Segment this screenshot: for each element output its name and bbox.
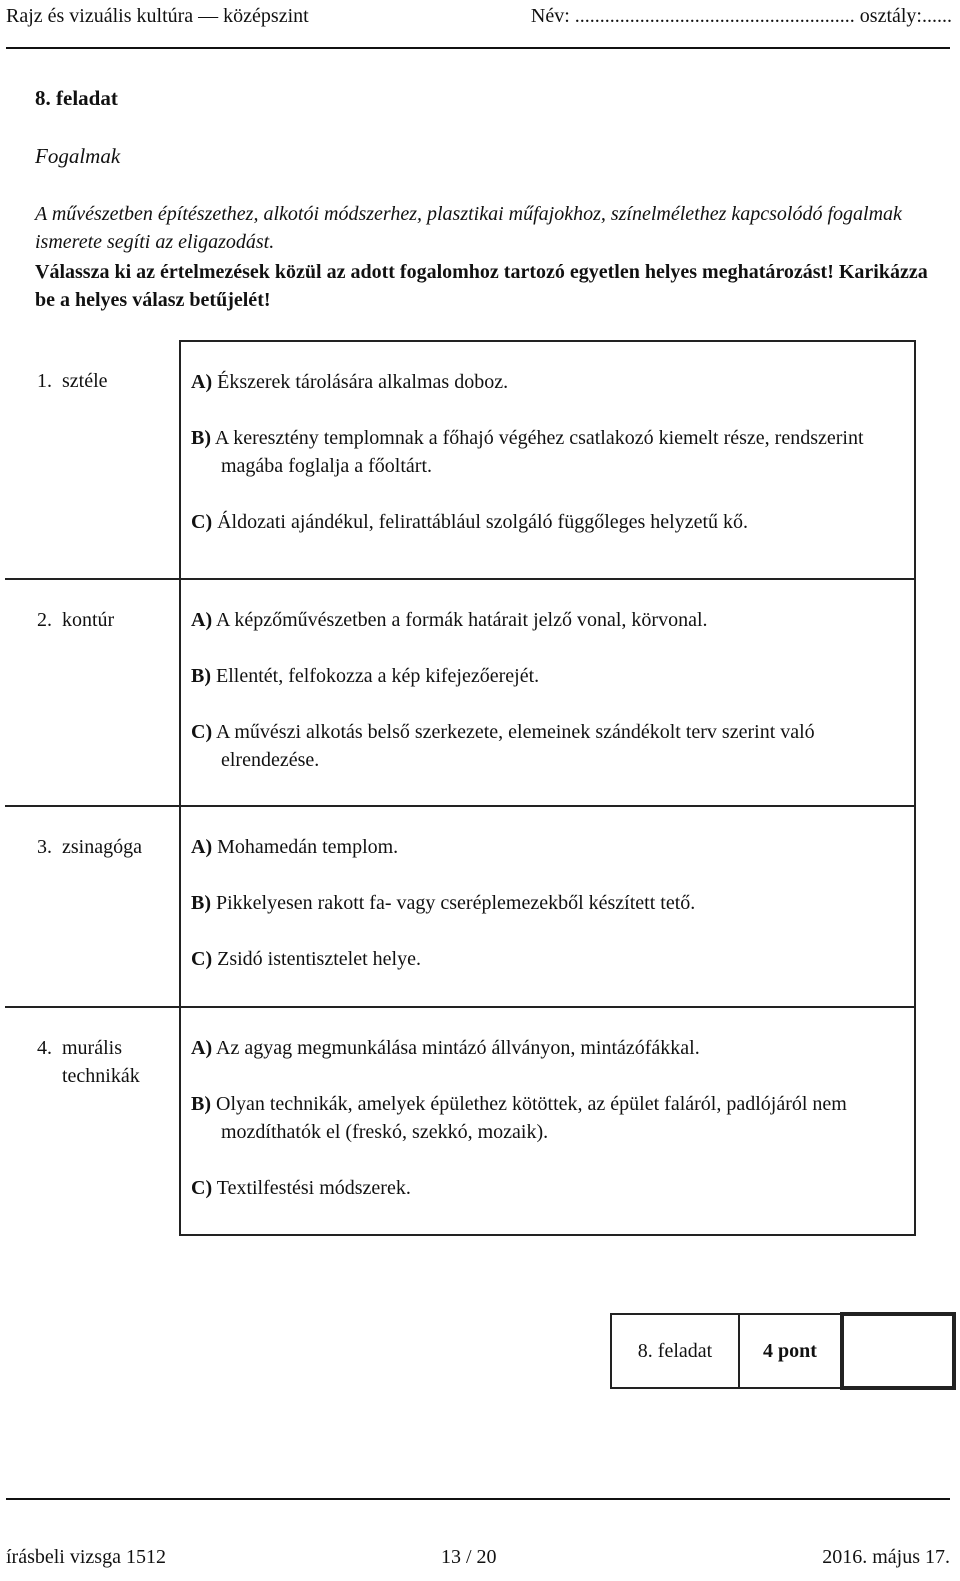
option-text: Textilfestési módszerek. xyxy=(216,1177,411,1199)
question-term: zsinagóga xyxy=(52,806,180,1007)
footer-divider xyxy=(6,1498,950,1500)
option-c[interactable] xyxy=(191,718,904,774)
task-topic: Fogalmak xyxy=(35,144,121,168)
question-row xyxy=(5,1007,915,1235)
question-row xyxy=(5,341,915,579)
score-box xyxy=(610,1312,956,1390)
options-cell xyxy=(180,806,915,1007)
footer-page-number: 13 / 20 xyxy=(441,1546,497,1568)
option-b[interactable] xyxy=(191,889,904,917)
option-letter[interactable]: B) xyxy=(191,892,211,914)
option-text: Mohamedán templom. xyxy=(217,836,399,858)
header-name-class-field: Név: ........................................................ osztály:...... xyxy=(530,5,952,27)
option-letter[interactable]: A) xyxy=(191,371,213,393)
questions-table xyxy=(5,340,916,1236)
option-letter[interactable]: C) xyxy=(191,1177,213,1199)
option-letter[interactable]: C) xyxy=(191,948,213,970)
option-letter[interactable]: C) xyxy=(191,511,213,533)
task-intro: A művészetben építészethez, alkotói módszerhez, plasztikai műfajokhoz, színelmélethez kapcsolódó fogalmak ismerete segíti az eligazodást. xyxy=(35,203,902,253)
header-divider xyxy=(6,47,950,49)
question-row xyxy=(5,579,915,806)
option-letter[interactable]: B) xyxy=(191,1093,211,1115)
header-subject: Rajz és vizuális kultúra — középszint xyxy=(6,5,309,27)
option-letter[interactable]: B) xyxy=(191,427,211,449)
options-cell xyxy=(180,579,915,806)
option-text: Zsidó istentisztelet helye. xyxy=(217,948,421,970)
option-a[interactable] xyxy=(191,833,904,861)
option-letter[interactable]: B) xyxy=(191,665,211,687)
option-letter[interactable]: A) xyxy=(191,1037,213,1059)
question-term: kontúr xyxy=(52,579,180,806)
page-footer xyxy=(0,1543,960,1575)
task-instruction: Válassza ki az értelmezések közül az adott fogalomhoz tartozó egyetlen helyes meghatározást! Karikázza be a helyes válasz betűjelét! xyxy=(35,261,928,311)
option-text: A keresztény templomnak a főhajó végéhez csatlakozó kiemelt része, rendszerint magába foglalja a főoltárt. xyxy=(214,427,864,477)
option-b[interactable] xyxy=(191,662,904,690)
option-text: Pikkelyesen rakott fa- vagy cseréplemezekből készített tető. xyxy=(216,892,696,914)
options-cell xyxy=(180,341,915,579)
score-earned-field[interactable] xyxy=(842,1314,954,1388)
option-c[interactable] xyxy=(191,1174,904,1202)
question-number: 2. xyxy=(5,579,52,806)
score-task-label: 8. feladat xyxy=(611,1314,739,1388)
question-number: 4. xyxy=(5,1007,52,1235)
option-text: Az agyag megmunkálása mintázó állványon, mintázófákkal. xyxy=(216,1037,700,1059)
option-text: A képzőművészetben a formák határait jelző vonal, körvonal. xyxy=(216,609,708,631)
score-max-points: 4 pont xyxy=(739,1314,842,1388)
option-text: A művészi alkotás belső szerkezete, elemeinek szándékolt terv szerint való elrendezése. xyxy=(216,721,815,771)
option-letter[interactable]: C) xyxy=(191,721,213,743)
question-term: sztéle xyxy=(52,341,180,579)
options-cell xyxy=(180,1007,915,1235)
option-b[interactable] xyxy=(191,1090,904,1146)
option-c[interactable] xyxy=(191,945,904,973)
option-letter[interactable]: A) xyxy=(191,609,213,631)
page-header xyxy=(0,0,960,34)
option-b[interactable] xyxy=(191,424,904,480)
task-title: 8. feladat xyxy=(35,86,118,110)
option-text: Olyan technikák, amelyek épülethez kötöttek, az épület faláról, padlójáról nem mozdíthatók el (freskó, szekkó, mozaik). xyxy=(216,1093,847,1143)
footer-date: 2016. május 17. xyxy=(822,1546,950,1568)
option-c[interactable] xyxy=(191,508,904,536)
question-number: 3. xyxy=(5,806,52,1007)
option-text: Ékszerek tárolására alkalmas doboz. xyxy=(217,371,509,393)
option-a[interactable] xyxy=(191,368,904,396)
question-term: murális technikák xyxy=(52,1007,180,1235)
question-row xyxy=(5,806,915,1007)
option-text: Ellentét, felfokozza a kép kifejezőerejét. xyxy=(216,665,540,687)
option-a[interactable] xyxy=(191,606,904,634)
option-letter[interactable]: A) xyxy=(191,836,213,858)
option-a[interactable] xyxy=(191,1034,904,1062)
option-text: Áldozati ajándékul, felirattáblául szolgáló függőleges helyzetű kő. xyxy=(217,511,749,533)
footer-exam-code: írásbeli vizsga 1512 xyxy=(6,1546,166,1568)
question-number: 1. xyxy=(5,341,52,579)
